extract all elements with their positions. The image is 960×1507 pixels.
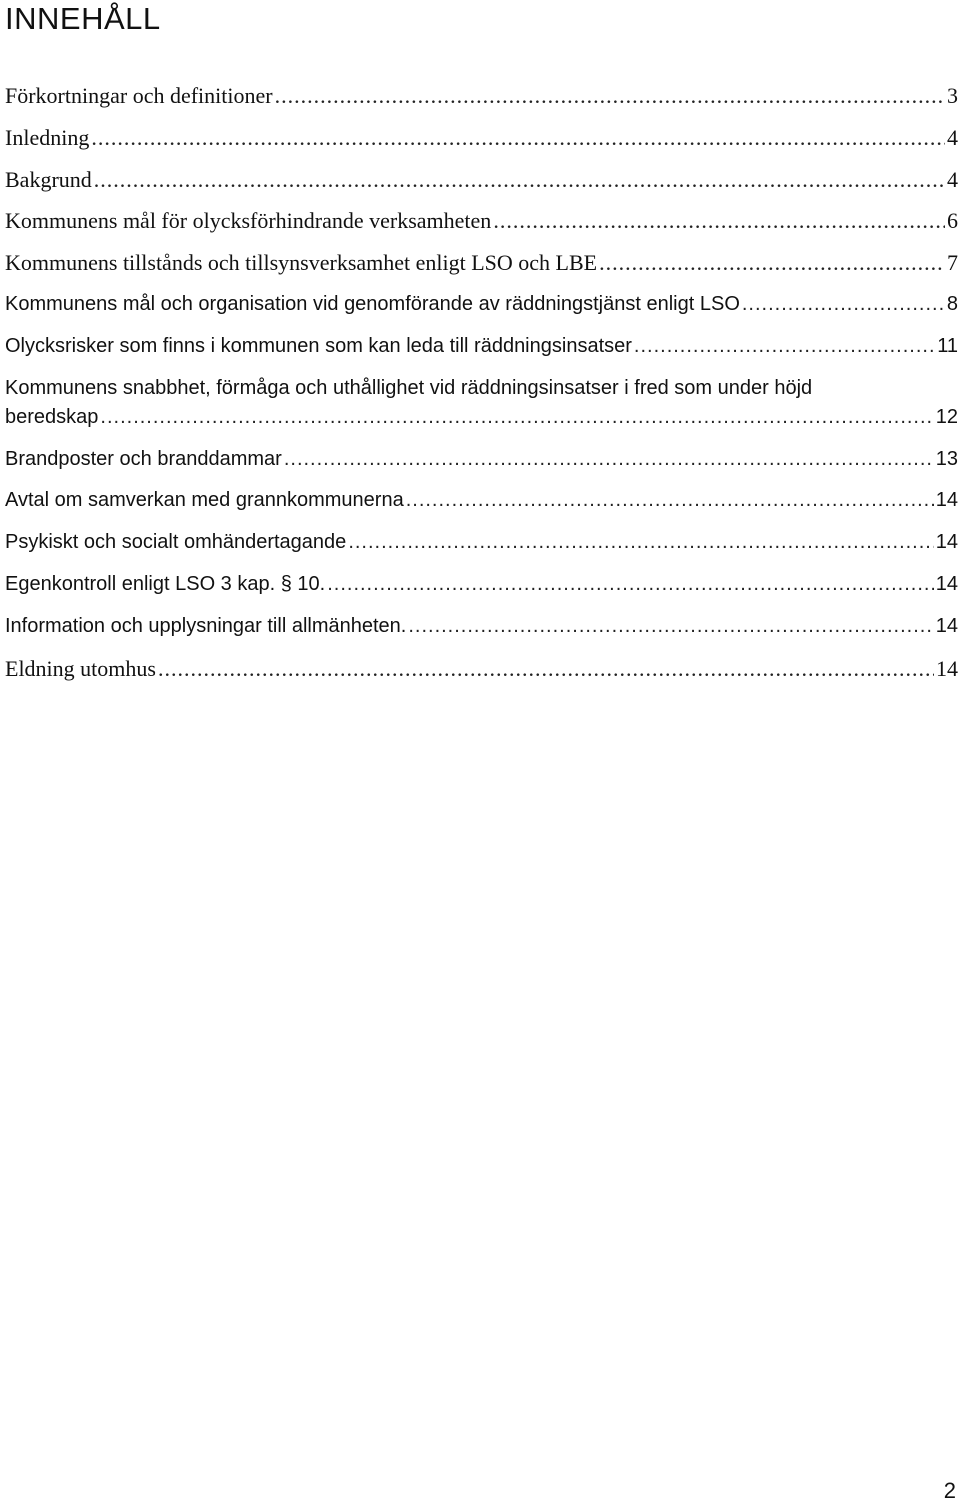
dot-leader xyxy=(158,648,934,690)
dot-leader xyxy=(634,326,935,368)
dot-leader xyxy=(100,403,933,432)
toc-entry-psykiskt-socialt[interactable] xyxy=(5,522,960,564)
toc-entry-page: 12 xyxy=(935,405,958,428)
toc-entry-page: 14 xyxy=(935,614,958,637)
dot-leader xyxy=(408,606,933,648)
toc-entry-page: 14 xyxy=(935,489,958,512)
toc-entry-title: Kommunens tillstånds och tillsynsverksamhet enligt LSO och LBE xyxy=(5,250,598,276)
toc-entry-tillstands-tillsyn[interactable] xyxy=(5,242,960,284)
toc-entry-olycksrisker[interactable] xyxy=(5,326,960,368)
toc-entry-page: 3 xyxy=(947,83,958,108)
toc-entry-egenkontroll[interactable] xyxy=(5,564,960,606)
toc-entry-title: Olycksrisker som finns i kommunen som kan leda till räddningsinsatser xyxy=(5,334,632,357)
toc-entry-title: Brandposter och branddammar xyxy=(5,447,282,470)
toc-entry-page: 8 xyxy=(946,292,958,315)
toc-entry-title: Eldning utomhus xyxy=(5,655,156,681)
toc-entry-title-line2: beredskap xyxy=(5,405,99,428)
page-title: INNEHÅLL xyxy=(5,1,161,36)
dot-leader xyxy=(91,117,945,159)
toc-entry-page: 11 xyxy=(937,334,958,357)
toc-entry-title: Psykiskt och socialt omhändertagande xyxy=(5,531,347,554)
toc-entry-kommunens-mal-olycksforhindrande[interactable] xyxy=(5,200,960,242)
toc-entry-page: 14 xyxy=(936,655,958,681)
toc-entry-title: Förkortningar och definitioner xyxy=(5,83,273,108)
toc-entry-title: Avtal om samverkan med grannkommunerna xyxy=(5,489,404,512)
toc-entry-forkortningar[interactable] xyxy=(5,75,960,117)
toc-entry-inledning[interactable] xyxy=(5,117,960,159)
toc-entry-title: Inledning xyxy=(5,124,90,150)
dot-leader xyxy=(284,439,934,481)
toc-entry-page: 6 xyxy=(947,208,958,234)
dot-leader xyxy=(327,564,934,606)
dot-leader xyxy=(275,75,945,117)
toc-entry-bakgrund[interactable] xyxy=(5,159,960,201)
toc-entry-avtal-samverkan[interactable] xyxy=(5,480,960,522)
dot-leader xyxy=(94,159,945,201)
toc-entry-title-line1: Kommunens snabbhet, förmåga och uthållighet vid räddningsinsatser i fred som under höjd xyxy=(5,376,813,399)
toc-entry-information-upplysningar[interactable] xyxy=(5,606,960,648)
toc-entry-mal-organisation[interactable] xyxy=(5,284,960,326)
toc-entry-page: 14 xyxy=(935,531,958,554)
toc-entry-page: 14 xyxy=(935,572,958,595)
page-number: 2 xyxy=(943,1478,956,1503)
toc-entry-title: Kommunens mål för olycksförhindrande verksamheten xyxy=(5,208,492,234)
toc-entry-page: 4 xyxy=(947,124,958,150)
dot-leader xyxy=(348,522,933,564)
toc-entry-title: Information och upplysningar till allmänheten. xyxy=(5,614,407,637)
toc-entry-title: Bakgrund xyxy=(5,166,92,192)
dot-leader xyxy=(406,480,934,522)
table-of-contents xyxy=(5,75,960,689)
dot-leader xyxy=(742,284,945,326)
toc-entry-title: Kommunens mål och organisation vid genomförande av räddningstjänst enligt LSO xyxy=(5,292,740,315)
dot-leader xyxy=(599,242,945,284)
toc-entry-snabbhet-formaga[interactable] xyxy=(5,368,960,439)
toc-entry-brandposter[interactable] xyxy=(5,439,960,481)
toc-entry-eldning-utomhus[interactable] xyxy=(5,648,960,690)
toc-entry-page: 7 xyxy=(947,250,958,276)
dot-leader xyxy=(493,200,945,242)
toc-entry-title: Egenkontroll enligt LSO 3 kap. § 10. xyxy=(5,572,326,595)
toc-entry-page: 4 xyxy=(947,166,958,192)
toc-entry-page: 13 xyxy=(935,447,958,470)
